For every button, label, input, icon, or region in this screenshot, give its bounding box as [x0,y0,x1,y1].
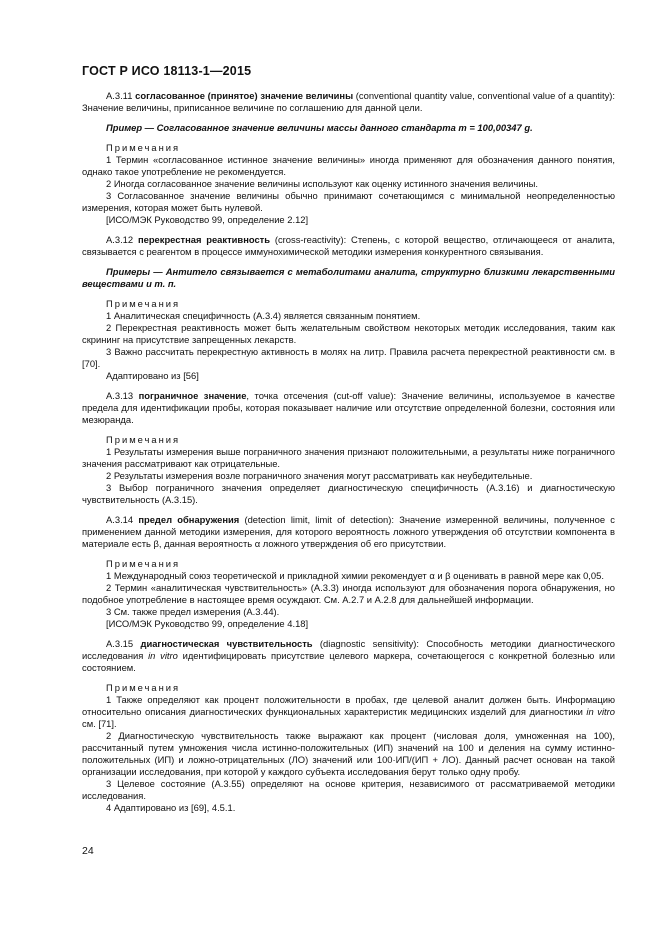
entry-term: предел обнаружения [138,514,240,525]
reference: [ИСО/МЭК Руководство 99, определение 4.18] [106,618,309,629]
entry-number: А.3.12 [106,234,134,245]
note: 1 Термин «согласованное истинное значение величины» иногда применяют для обозначения данного понятия, однако такое употребление не рекомендуется. [82,154,615,177]
note-text-cont: см. [71]. [82,718,117,729]
notes-heading: Примечания [106,434,181,445]
note: 3 Выбор пограничного значения определяет диагностическую специфичность (А.3.16) и диагностическую чувствительность (А.3.15). [82,482,615,505]
notes-heading: Примечания [106,682,181,693]
note: 2 Иногда согласованное значение величины используют как оценку истинного значения величины. [106,178,538,189]
entry-definition: (conventional quantity value, conventional value of a quantity): Значение величины, приписанное величине по соглашению для данной цели. [82,90,616,113]
note: 1 Международный союз теоретической и прикладной химии рекомендует α и β оценивать в равной мере как 0,05. [106,570,604,581]
note: 2 Перекрестная реактивность может быть желательным свойством некоторых методик исследования, таким как скрининг на присутствие запрещенных лекарств. [82,322,615,345]
entry-definition: (detection limit, limit of detection): Значение измеренной величины, полученное с применением данной методики измерения, для которого вероятность ложного утверждения об отсутствии компонента в материале есть β, данная вероятность α ложного утверждения об его присутствии. [82,514,615,549]
notes-heading: Примечания [106,558,181,569]
entry-definition-cont: идентифицировать присутствие целевого маркера, сочетающегося с конкретной болезнью или состоянием. [82,650,615,673]
entry-a312 [82,234,615,258]
entry-definition: , точка отсечения (cut-off value): Значение величины, используемое в качестве предела для идентификации пробы, которая показывает наличие или отсутствие определенной болезни, состояния или мезюранда. [82,390,615,425]
reference: [ИСО/МЭК Руководство 99, определение 2.12] [106,214,309,225]
note: 3 Важно рассчитать перекрестную активность в молях на литр. Правила расчета перекрестной реактивности см. в [70]. [82,346,615,369]
entry-term: согласованное (принятое) значение величины [135,90,354,101]
entry-a313 [82,390,615,426]
note: 4 Адаптировано из [69], 4.5.1. [106,802,236,813]
entry-number: А.3.11 [106,90,133,101]
entry-number: А.3.13 [106,390,134,401]
reference: Адаптировано из [56] [106,370,199,381]
note: 2 Диагностическую чувствительность также выражают как процент (числовая доля, умноженная на 100), рассчитанный путем умножения числа истинно-положительных (ИП) значений на 100 и деления на сумму истинно-положительных (ИП) и ложно-отрицательных (ЛО) значений или 100·ИП/(ИП + ЛО). Данный расчет основан на такой организации исследования, при которой у каждого субъекта исследования берут только одну пробу. [82,730,615,777]
example: Примеры — Антитело связывается с метаболитами аналита, структурно близкими лекарственными веществами и т. п. [82,266,615,289]
document-body [82,90,615,814]
note: 2 Результаты измерения возле пограничного значения могут рассматривать как неубедительные. [106,470,533,481]
entry-a314 [82,514,615,550]
entry-term: пограничное значение [138,390,247,401]
note [82,694,615,730]
notes-heading: Примечания [106,142,181,153]
entry-a311 [82,90,615,114]
italic-term: in vitro [148,650,178,661]
document-header: ГОСТ Р ИСО 18113-1—2015 [82,64,252,78]
note: 3 Целевое состояние (А.3.55) определяют на основе критерия, независимого от рассматриваемой методики исследования. [82,778,615,801]
note: 2 Термин «аналитическая чувствительность» (А.3.3) иногда используют для обозначения порога обнаружения, но подобное употребление в настоящее время осуждают. См. А.2.7 и А.2.8 для дальнейшей информации. [82,582,615,605]
entry-term: диагностическая чувствительность [140,638,313,649]
page-number: 24 [82,845,94,857]
entry-number: А.3.15 [106,638,134,649]
entry-definition: (cross-reactivity): Степень, с которой вещество, отличающееся от аналита, связывается с реагентом в процессе иммунохимической методики измерения конкурентного связывания. [82,234,616,257]
entry-a315 [82,638,615,674]
notes-heading: Примечания [106,298,181,309]
example: Пример — Согласованное значение величины массы данного стандарта m = 100,00347 g. [106,122,533,133]
italic-term: in vitro [586,706,615,717]
entry-number: А.3.14 [106,514,134,525]
note: 1 Аналитическая специфичность (А.3.4) является связанным понятием. [106,310,421,321]
entry-term: перекрестная реактивность [137,234,271,245]
note: 3 Согласованное значение величины обычно принимают сочетающимся с минимальной неопределенностью измерения, которая может быть нулевой. [82,190,615,213]
note: 3 См. также предел измерения (А.3.44). [106,606,280,617]
entry-definition: (diagnostic sensitivity): Способность методики диагностического исследования [82,638,615,661]
note: 1 Результаты измерения выше пограничного значения признают положительными, а результаты ниже пограничного значения рассматривают как отрицательные. [82,446,615,469]
note-text: 1 Также определяют как процент положительности в пробах, где целевой аналит должен быть. Информацию относительно описания диагностических функциональных характеристик медицинских изделий для диагностики [82,694,615,717]
